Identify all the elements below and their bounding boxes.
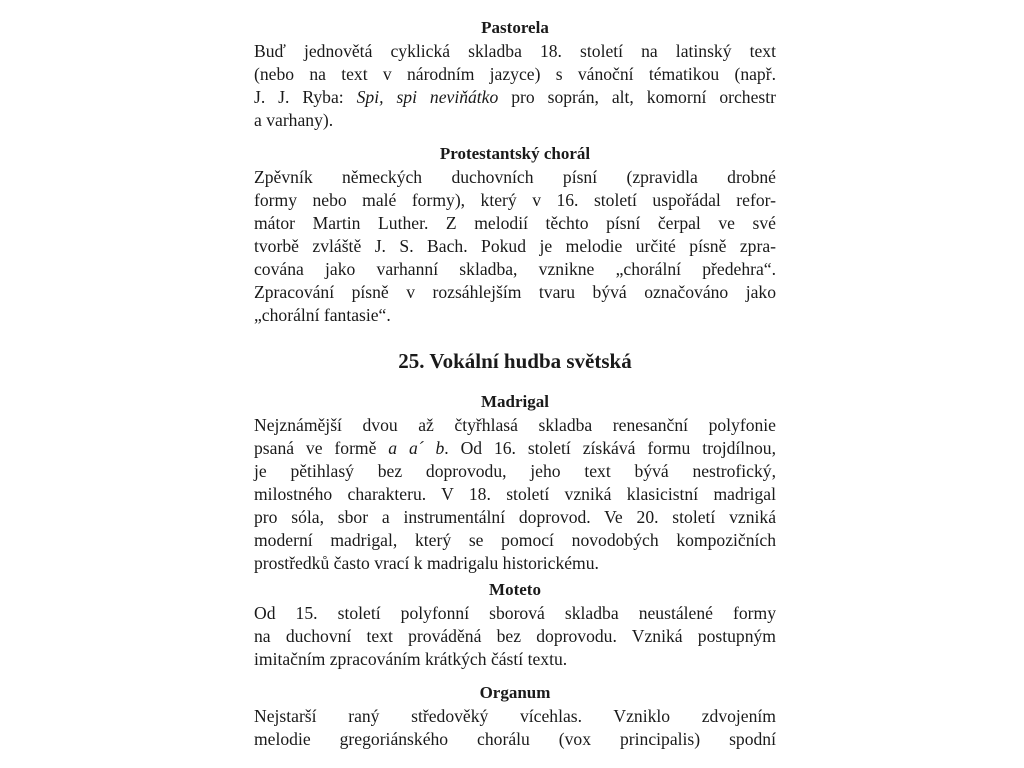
text-line: prostředků často vrací k madrigalu historickému. [254,553,599,573]
text-line: je pětihlasý bez doprovodu, jeho text bývá nestrofický, [254,461,776,481]
text-run: J. J. Ryba: [254,87,357,107]
text-line: mátor Martin Luther. Z melodií těchto písní čerpal ve své [254,213,776,233]
text-line: formy nebo malé formy), který v 16. století uspořádal refor- [254,190,776,210]
text-line: cována jako varhanní skladba, vznikne „chorální předehra“. [254,259,776,279]
text-line: pro sóla, sbor a instrumentální doprovod. Ve 20. století vzniká [254,507,776,527]
heading-protestant-choral: Protestantský chorál [439,144,591,163]
text-line: a varhany). [254,110,334,130]
text-line: Zpracování písně v rozsáhlejším tvaru bývá označováno jako [254,282,776,302]
section-madrigal [254,392,776,575]
text-line: melodie gregoriánského chorálu (vox principalis) spodní [254,729,776,749]
text-run: pro soprán, alt, komorní orchestr [498,87,776,107]
text-line: na duchovní text prováděná bez doprovodu. Vzniká postupným [254,626,776,646]
text-line: Od 15. století polyfonní sborová skladba neustálené formy [254,603,776,623]
text-run: . Od 16. století získává formu trojdílnou, [444,438,776,458]
italic-form: a a´ b [388,438,445,458]
text-line: moderní madrigal, který se pomocí novodobých kompozičních [254,530,776,550]
text-line: Buď jednovětá cyklická skladba 18. století na latinský text [254,41,776,61]
italic-title: Spi, spi neviňátko [356,87,499,107]
text-line: Zpěvník německých duchovních písní (zpravidla drobné [254,167,776,187]
text-line: milostného charakteru. V 18. století vzniká klasicistní madrigal [254,484,776,504]
text-line: (nebo na text v národním jazyce) s vánoční tématikou (např. [254,64,776,84]
text-line: tvorbě zvláště J. S. Bach. Pokud je melodie určité písně zpra- [254,236,776,256]
text-line: „chorální fantasie“. [254,305,391,325]
heading-madrigal: Madrigal [481,392,549,411]
section-chapter [254,348,776,374]
section-organum [254,683,776,751]
text-run: psaná ve formě [254,438,389,458]
text-line: Nejznámější dvou až čtyřhlasá skladba renesanční polyfonie [254,415,776,435]
section-pastorela [254,18,776,132]
chapter-title: 25. Vokální hudba světská [398,349,632,373]
section-moteto [254,580,776,671]
section-protestant-choral [254,144,776,327]
text-line [254,437,776,460]
text-line [254,86,776,109]
heading-pastorela: Pastorela [481,18,549,37]
heading-moteto: Moteto [489,580,541,599]
text-line: Nejstarší raný středověký vícehlas. Vzniklo zdvojením [254,706,776,726]
text-line: imitačním zpracováním krátkých částí textu. [254,649,568,669]
heading-organum: Organum [479,683,551,702]
